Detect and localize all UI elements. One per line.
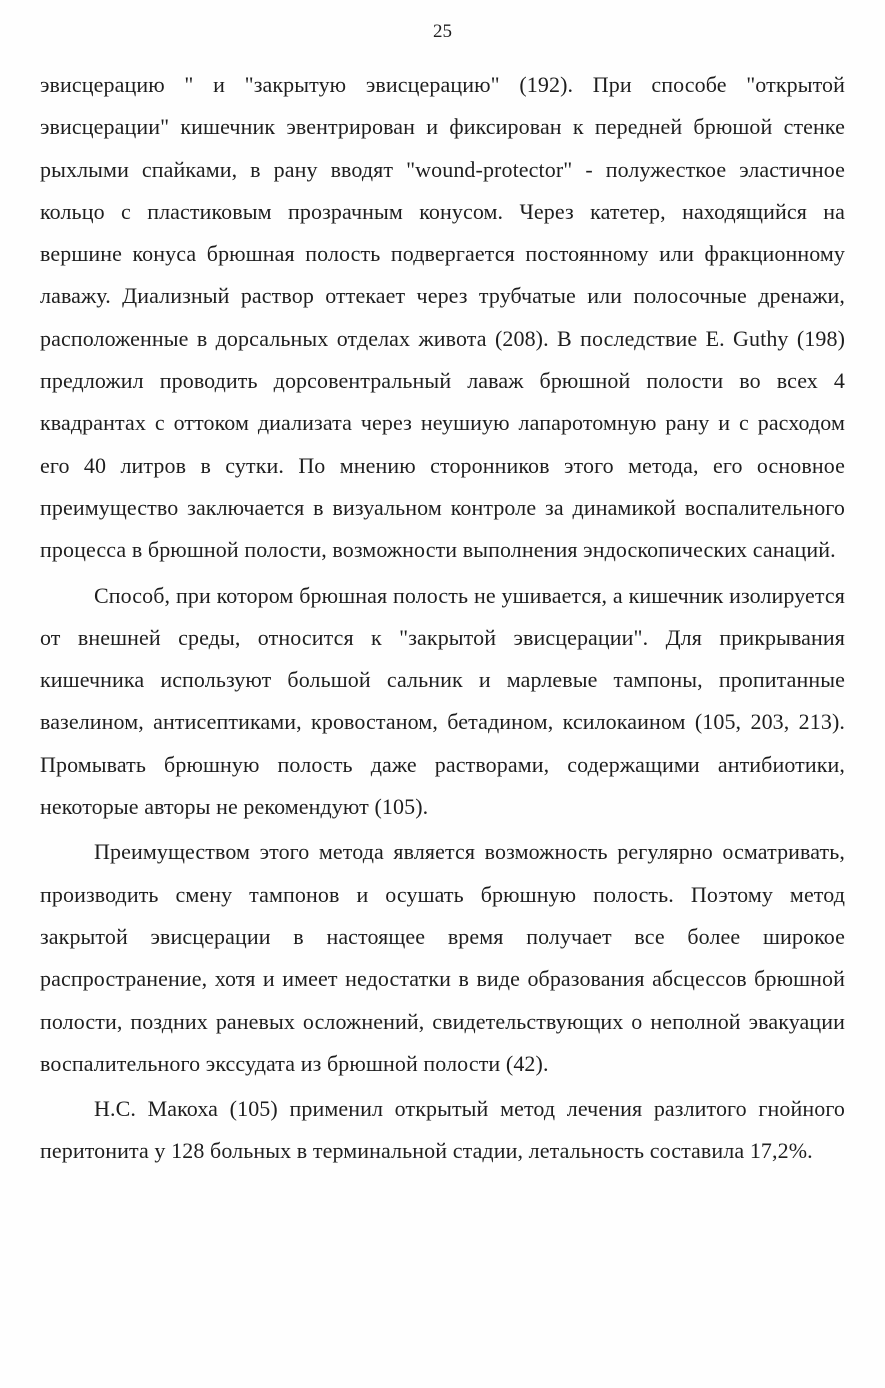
- paragraph-2: Способ, при котором брюшная полость не ушивается, а кишечник изолируется от внешней среды, относится к "закрытой эвисцерации". Для прикрывания кишечника используют большой сальник и марлевые тампоны, пропитанные вазелином, антисептиками, кровостаном, бетадином, ксилокаином (105, 203, 213). Промывать брюшную полость даже растворами, содержащими антибиотики, некоторые авторы не рекомендуют (105).: [40, 582, 845, 820]
- text-body: [40, 64, 845, 1173]
- paragraph-3: Преимуществом этого метода является возможность регулярно осматривать, производить смену тампонов и осушать брюшную полость. Поэтому метод закрытой эвисцерации в настоящее время получает все более широкое распространение, хотя и имеет недостатки в виде образования абсцессов брюшной полости, поздних раневых осложнений, свидетельствующих о неполной эвакуации воспалительного экссудата из брюшной полости (42).: [40, 839, 845, 1076]
- page-number: 25: [433, 21, 452, 42]
- paragraph-1: эвисцерацию " и "закрытую эвисцерацию" (192). При способе "открытой эвисцерации" кишечник эвентрирован и фиксирован к передней брюшой стенке рыхлыми спайками, в рану вводят "wound-protector" - полужесткое эластичное кольцо с пластиковым прозрачным конусом. Через катетер, находящийся на вершине конуса брюшная полость подвергается постоянному или фракционному лаважу. Диализный раствор оттекает через трубчатые или полосочные дренажи, расположенные в дорсальных отделах живота (208). В последствие E. Guthy (198) предложил проводить дорсовентральный лаваж брюшной полости во всех 4 квадрантах с оттоком диализата через неушиую лапаротомную рану и с расходом его 40 литров в сутки. По мнению сторонников этого метода, его основное преимущество заключается в визуальном контроле за динамикой воспалительного процесса в брюшной полости, возможности выполнения эндоскопических санаций.: [40, 72, 845, 563]
- paragraph-4: Н.С. Макоха (105) применил открытый метод лечения разлитого гнойного перитонита у 128 больных в терминальной стадии, летальность составила 17,2%.: [40, 1096, 845, 1164]
